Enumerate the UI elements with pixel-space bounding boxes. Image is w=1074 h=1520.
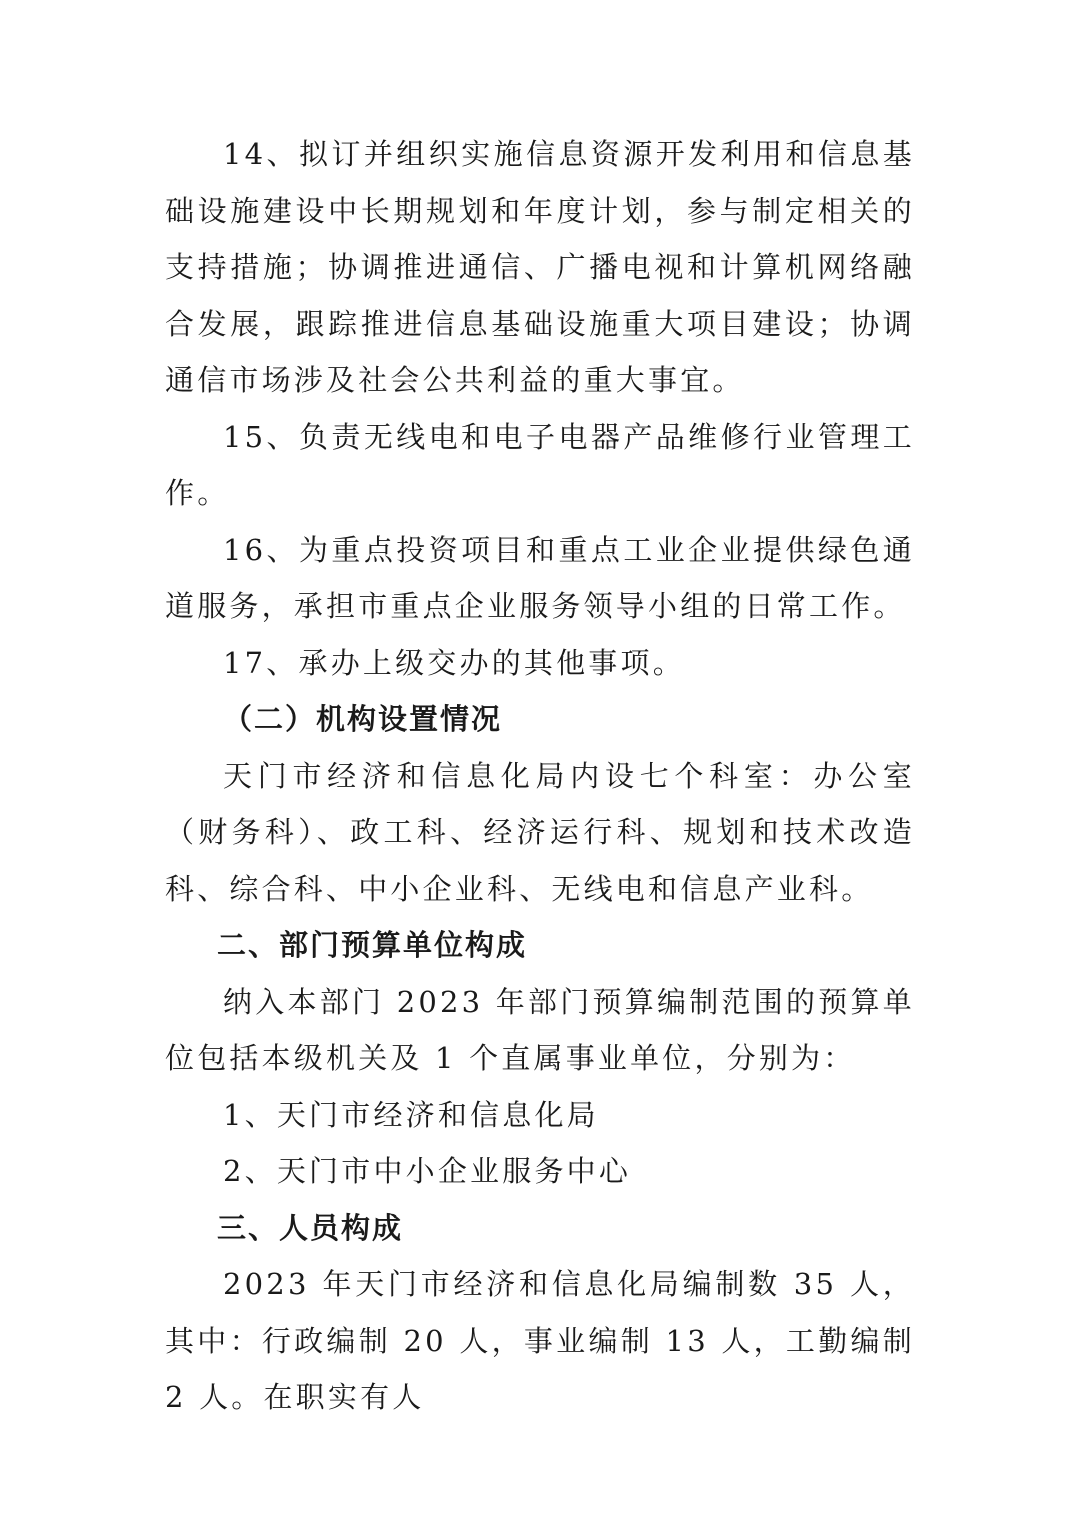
paragraph-item-15: 15、负责无线电和电子电器产品维修行业管理工作。 — [165, 419, 915, 510]
document-body — [165, 126, 915, 1426]
section-heading-budget-units: 二、部门预算单位构成 — [217, 928, 528, 962]
paragraph-organization: 天门市经济和信息化局内设七个科室：办公室（财务科）、政工科、经济运行科、规划和技术改造科、综合科、中小企业科、无线电和信息产业科。 — [165, 758, 915, 906]
list-item-unit-1: 1、天门市经济和信息化局 — [223, 1097, 599, 1132]
paragraph-item-14: 14、拟订并组织实施信息资源开发利用和信息基础设施建设中长期规划和年度计划，参与制定相关的支持措施；协调推进通信、广播电视和计算机网络融合发展，跟踪推进信息基础设施重大项目建设；协调通信市场涉及社会公共利益的重大事宜。 — [165, 137, 915, 397]
paragraph-budget-units: 纳入本部门 2023 年部门预算编制范围的预算单位包括本级机关及 1 个直属事业单位，分别为： — [165, 984, 915, 1075]
section-heading-staffing: 三、人员构成 — [217, 1210, 404, 1245]
paragraph-staffing: 2023 年天门市经济和信息化局编制数 35 人，其中：行政编制 20 人，事业编制 13 人，工勤编制 2 人。在职实有人 — [165, 1267, 915, 1414]
list-item-unit-2: 2、天门市中小企业服务中心 — [223, 1154, 632, 1188]
section-heading-organization: （二）机构设置情况 — [223, 702, 503, 736]
paragraph-item-16: 16、为重点投资项目和重点工业企业提供绿色通道服务，承担市重点企业服务领导小组的日常工作。 — [165, 532, 915, 623]
paragraph-item-17: 17、承办上级交办的其他事项。 — [223, 645, 685, 680]
